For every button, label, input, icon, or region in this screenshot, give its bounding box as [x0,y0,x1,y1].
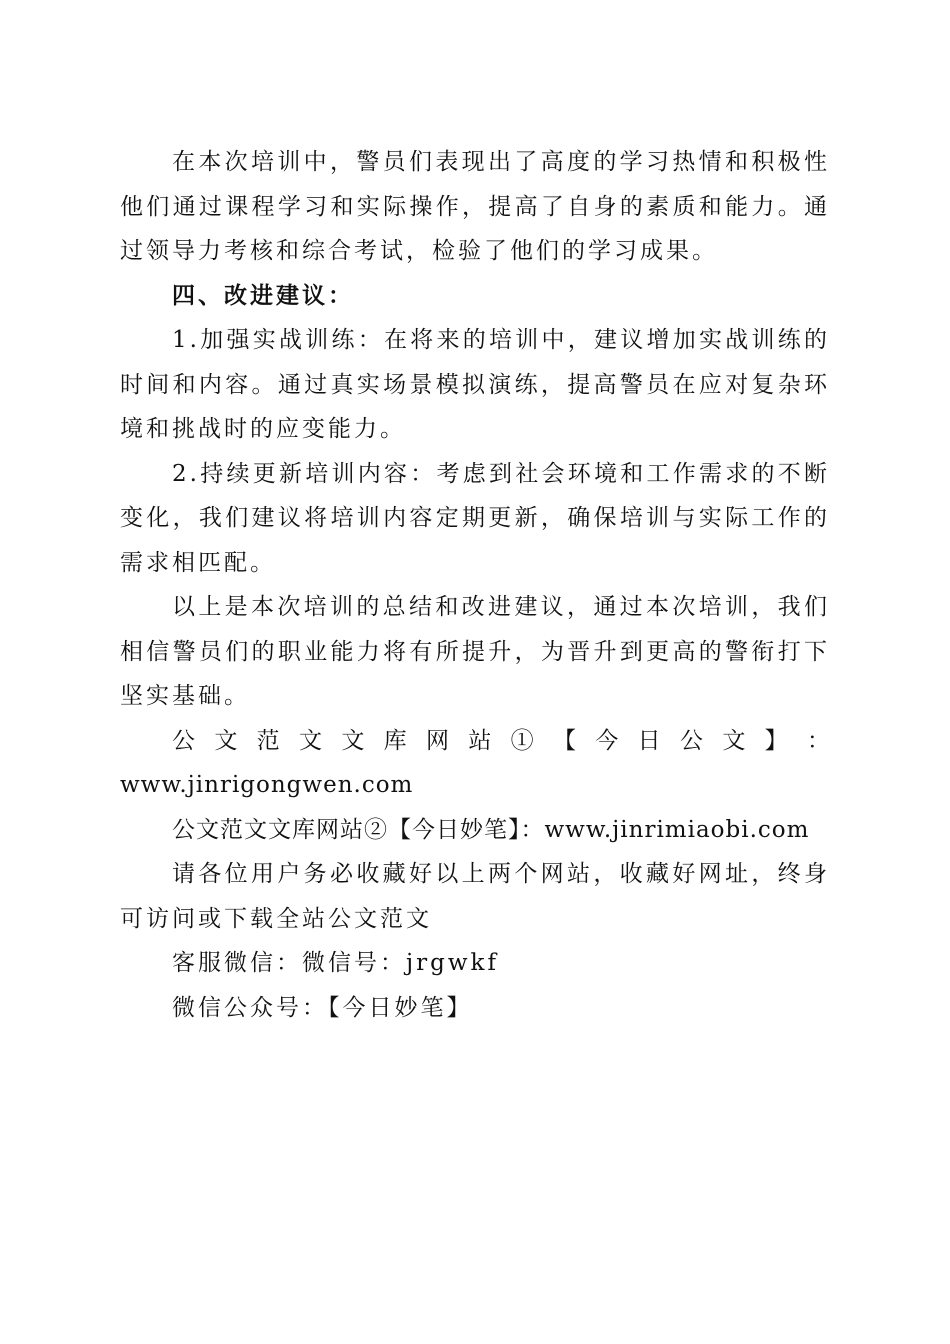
paragraph-training-performance: 在本次培训中，警员们表现出了高度的学习热情和积极性他们通过课程学习和实际操作，提高了自身的素质和能力。通过领导力考核和综合考试，检验了他们的学习成果。 [120,149,830,264]
wechat-service: 客服微信：微信号：jrgwkf [172,950,499,976]
paragraph-suggestion-2: 2.持续更新培训内容：考虑到社会环境和工作需求的不断变化，我们建议将培训内容定期更新，确保培训与实际工作的需求相匹配。 [120,460,830,576]
site-1-url: www.jinrigongwen.com [120,772,414,798]
wechat-official-account: 微信公众号：【今日妙笔】 [172,994,473,1021]
site-2-line: 公文范文文库网站②【今日妙笔】：www.jinrimiaobi.com [172,816,810,843]
bookmark-notice: 请各位用户务必收藏好以上两个网站，收藏好网址，终身可访问或下载全站公文范文 [120,861,830,932]
site-1-label: 公 文 范 文 文 库 网 站 ① 【 今 日 公 文 】 ： [172,727,830,754]
section-heading-improvement: 四、改进建议： [172,281,354,309]
paragraph-conclusion: 以上是本次培训的总结和改进建议，通过本次培训，我们相信警员们的职业能力将有所提升，为晋升到更高的警衔打下坚实基础。 [120,594,830,709]
paragraph-suggestion-1: 1.加强实战训练：在将来的培训中，建议增加实战训练的时间和内容。通过真实场景模拟演练，提高警员在应对复杂环境和挑战时的应变能力。 [120,327,830,442]
